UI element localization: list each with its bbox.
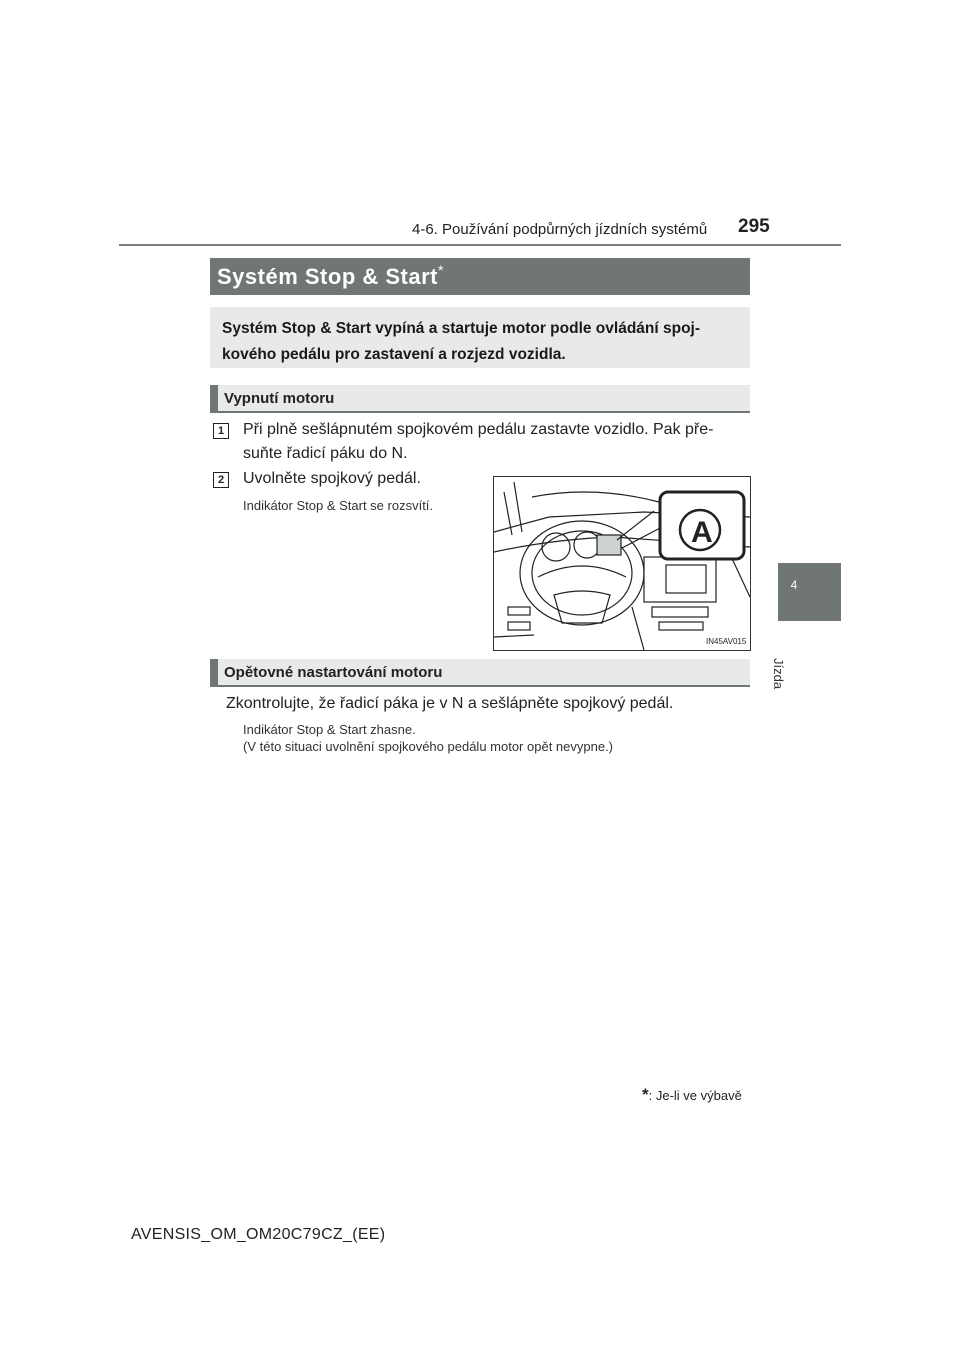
dashboard-illustration	[493, 476, 751, 651]
step-number-1: 1	[213, 423, 229, 439]
restart-text: Zkontrolujte, že řadicí páka je v N a sešlápněte spojkový pedál.	[226, 695, 674, 712]
running-header-section: 4-6. Používání podpůrných jízdních systémů	[412, 221, 708, 238]
chapter-tab	[778, 563, 841, 621]
subheading-stop-text: Vypnutí motoru	[224, 390, 335, 407]
document-code: AVENSIS_OM_OM20C79CZ_(EE)	[131, 1226, 386, 1243]
section-title	[217, 262, 444, 290]
callout-label-a: A	[691, 516, 713, 549]
restart-note-1: Indikátor Stop & Start zhasne.	[243, 722, 416, 737]
subheading-restart-text: Opětovné nastartování motoru	[224, 664, 443, 681]
section-title-text: Systém Stop & Start	[217, 264, 438, 289]
section-title-bar	[210, 258, 750, 295]
header-divider	[119, 244, 841, 246]
footnote-asterisk-icon: *	[642, 1085, 649, 1104]
subheading-restart	[210, 659, 750, 687]
subheading-marker	[210, 659, 218, 687]
restart-note-2: (V této situaci uvolnění spojkového pedálu motor opět nevypne.)	[243, 739, 614, 754]
intro-box	[210, 307, 750, 368]
step-number-2: 2	[213, 472, 229, 488]
step-2-text: Uvolněte spojkový pedál.	[243, 470, 421, 487]
footnote-text: : Je-li ve výbavě	[648, 1088, 742, 1103]
footnote	[642, 1085, 742, 1105]
step-1-text: Při plně sešlápnutém spojkovém pedálu zastavte vozidlo. Pak pře-suňte řadicí páku do N.	[243, 421, 714, 462]
dashboard-drawing	[494, 477, 750, 650]
subheading-marker	[210, 385, 218, 413]
subheading-stop	[210, 385, 750, 413]
chapter-tab-label-wrap	[771, 622, 810, 692]
chapter-tab-label: Jízda	[771, 658, 786, 690]
asterisk-icon: *	[438, 262, 444, 278]
figure-code: IN45AV015	[706, 637, 747, 646]
step-2-note: Indikátor Stop & Start se rozsvítí.	[243, 498, 434, 513]
page-number: 295	[738, 216, 770, 237]
intro-text: Systém Stop & Start vypíná a startuje motor podle ovládání spoj-kového pedálu pro zastavení a rozjezd vozidla.	[222, 320, 701, 363]
chapter-tab-number: 4	[790, 578, 798, 592]
